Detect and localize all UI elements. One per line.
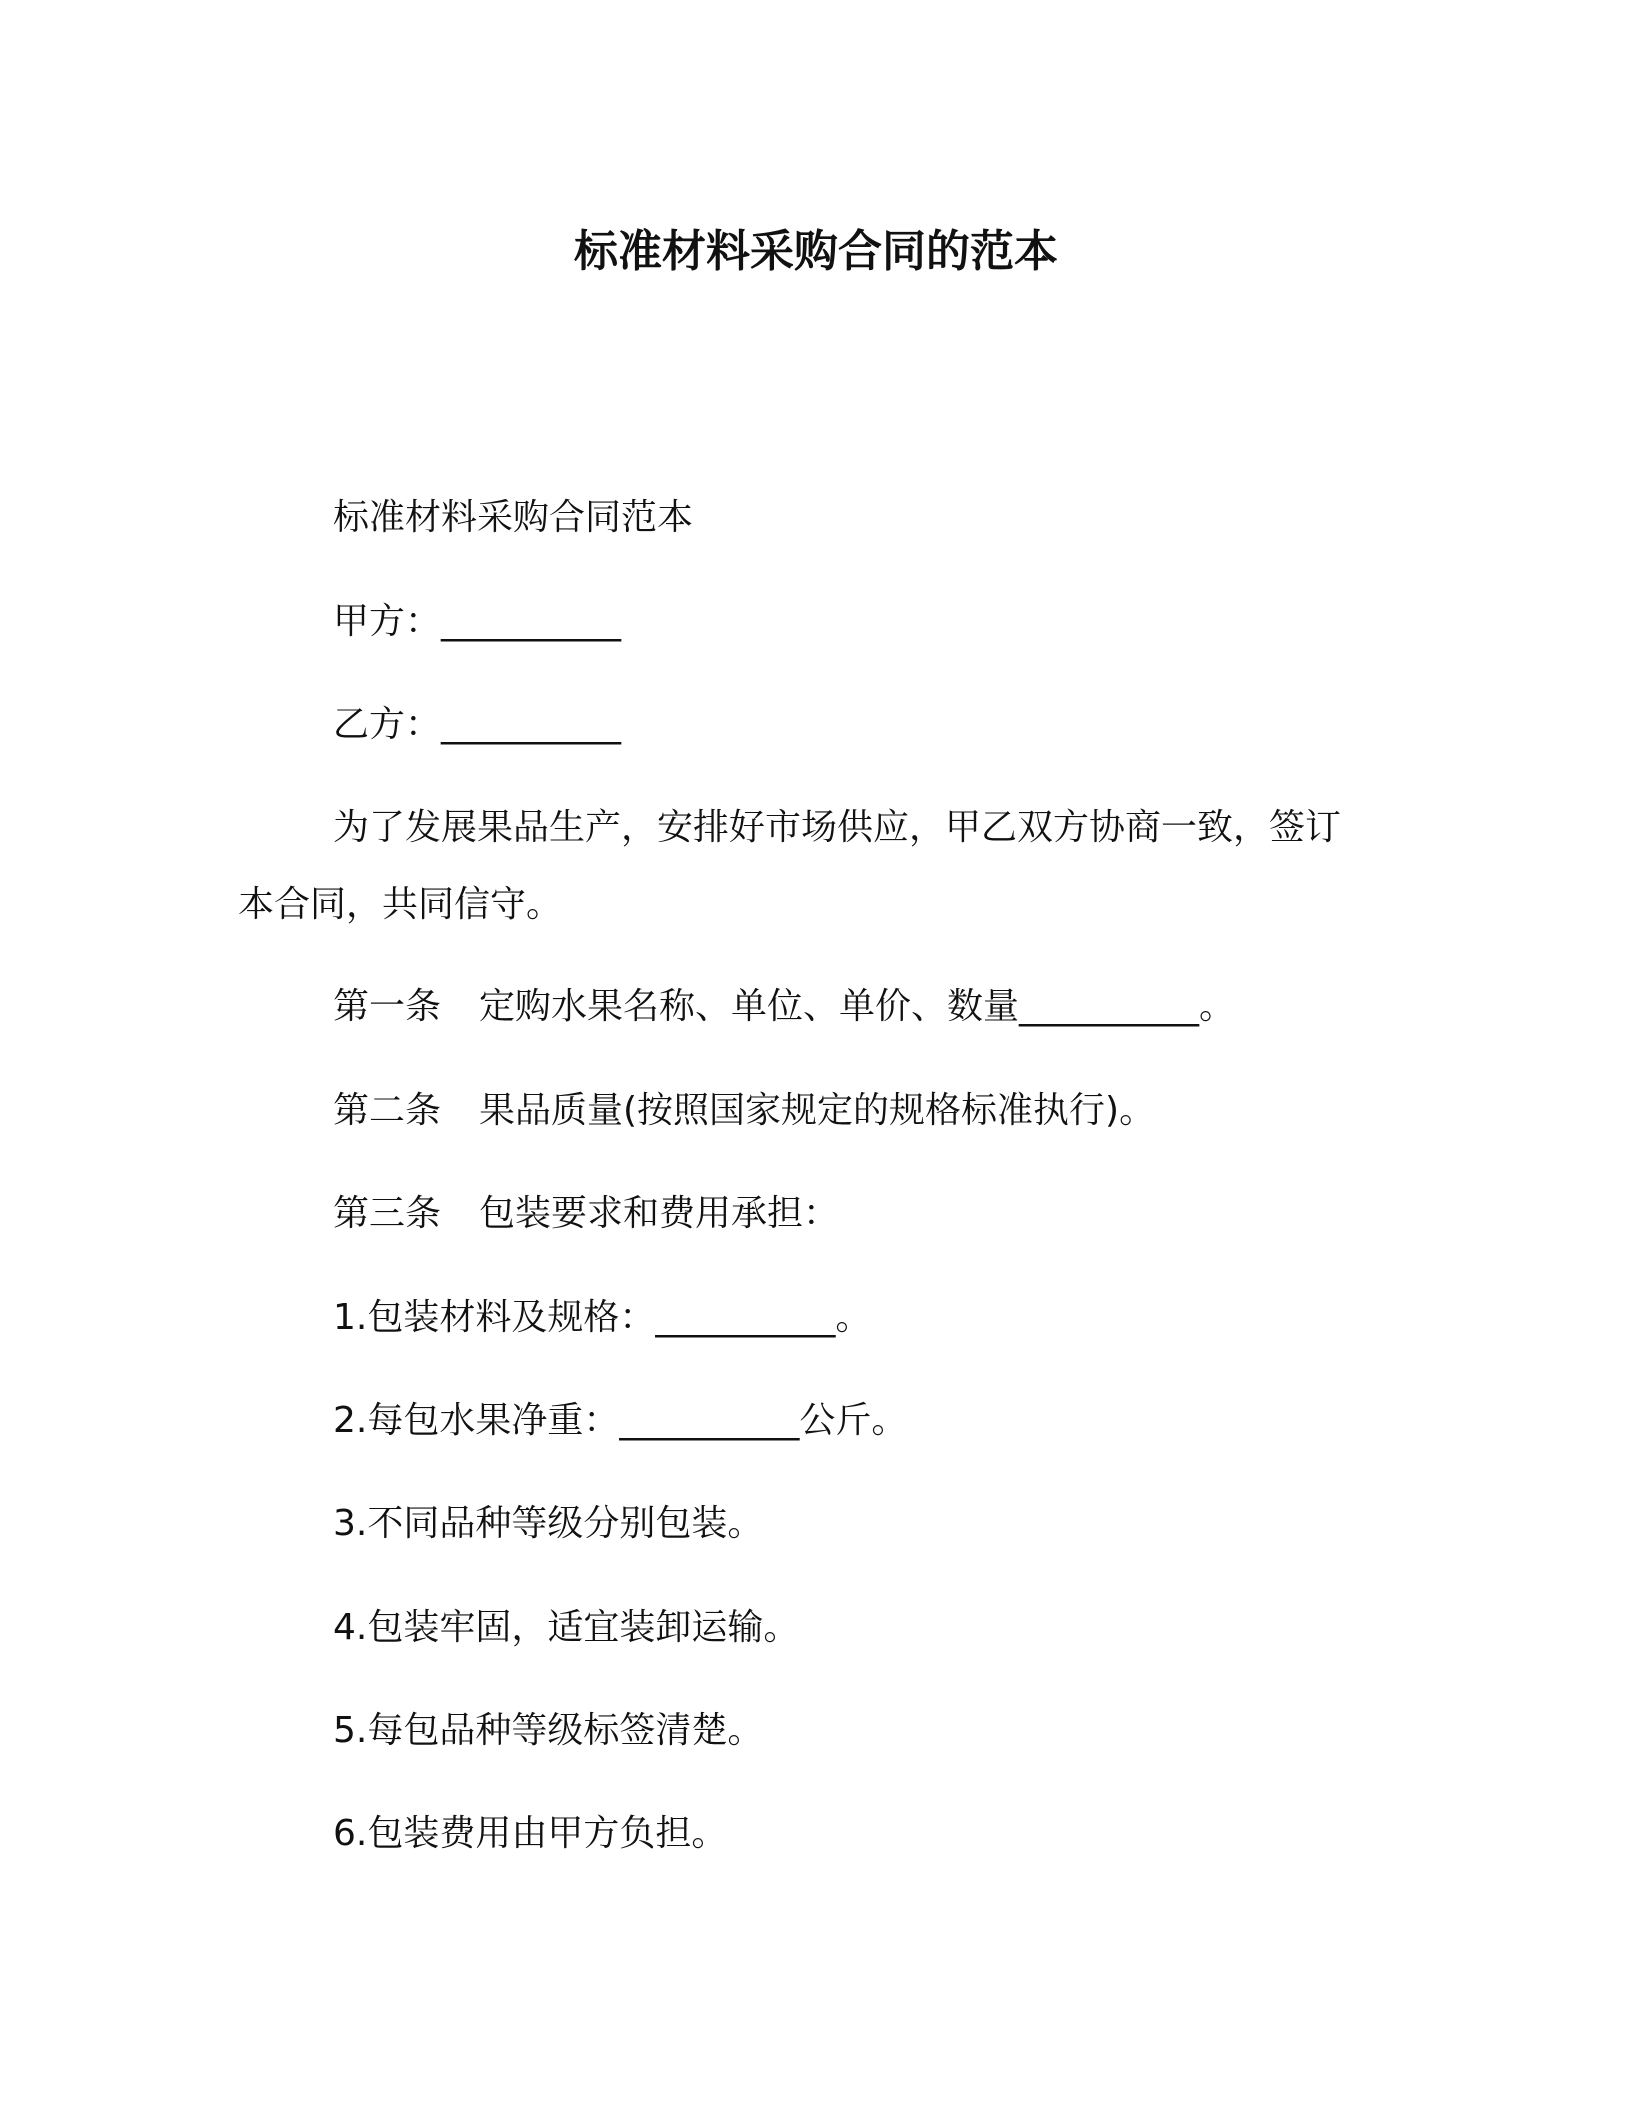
packaging-item-1: 1.包装材料及规格：__________。: [333, 1297, 872, 1338]
article-1: [333, 982, 1235, 1032]
article-1-text: 定购水果名称、单位、单价、数量__________。: [479, 986, 1236, 1027]
article-3-number: 第三条: [333, 1193, 442, 1234]
intro-line-1: 为了发展果品生产，安排好市场供应，甲乙双方协商一致，签订: [333, 807, 1342, 848]
article-3: [333, 1189, 839, 1239]
document-title: 标准材料采购合同的范本: [574, 226, 1058, 277]
packaging-item-6: 6.包装费用由甲方负担。: [333, 1813, 728, 1854]
packaging-item-4: 4.包装牢固，适宜装卸运输。: [333, 1607, 800, 1648]
article-1-number: 第一条: [333, 986, 442, 1027]
party-b-line: 乙方：__________: [333, 704, 622, 745]
article-2-text: 果品质量(按照国家规定的规格标准执行)。: [479, 1090, 1156, 1131]
packaging-item-5: 5.每包品种等级标签清楚。: [333, 1710, 764, 1751]
article-2-number: 第二条: [333, 1090, 442, 1131]
packaging-item-3: 3.不同品种等级分别包装。: [333, 1503, 764, 1544]
article-2: [333, 1086, 1155, 1136]
party-a-line: 甲方：__________: [333, 601, 622, 642]
intro-line-2: 本合同，共同信守。: [238, 884, 563, 925]
intro-paragraph: [238, 803, 1378, 930]
document-subtitle: 标准材料采购合同范本: [333, 497, 694, 538]
packaging-item-2: 2.每包水果净重：__________公斤。: [333, 1400, 908, 1441]
article-3-text: 包装要求和费用承担：: [479, 1193, 840, 1234]
